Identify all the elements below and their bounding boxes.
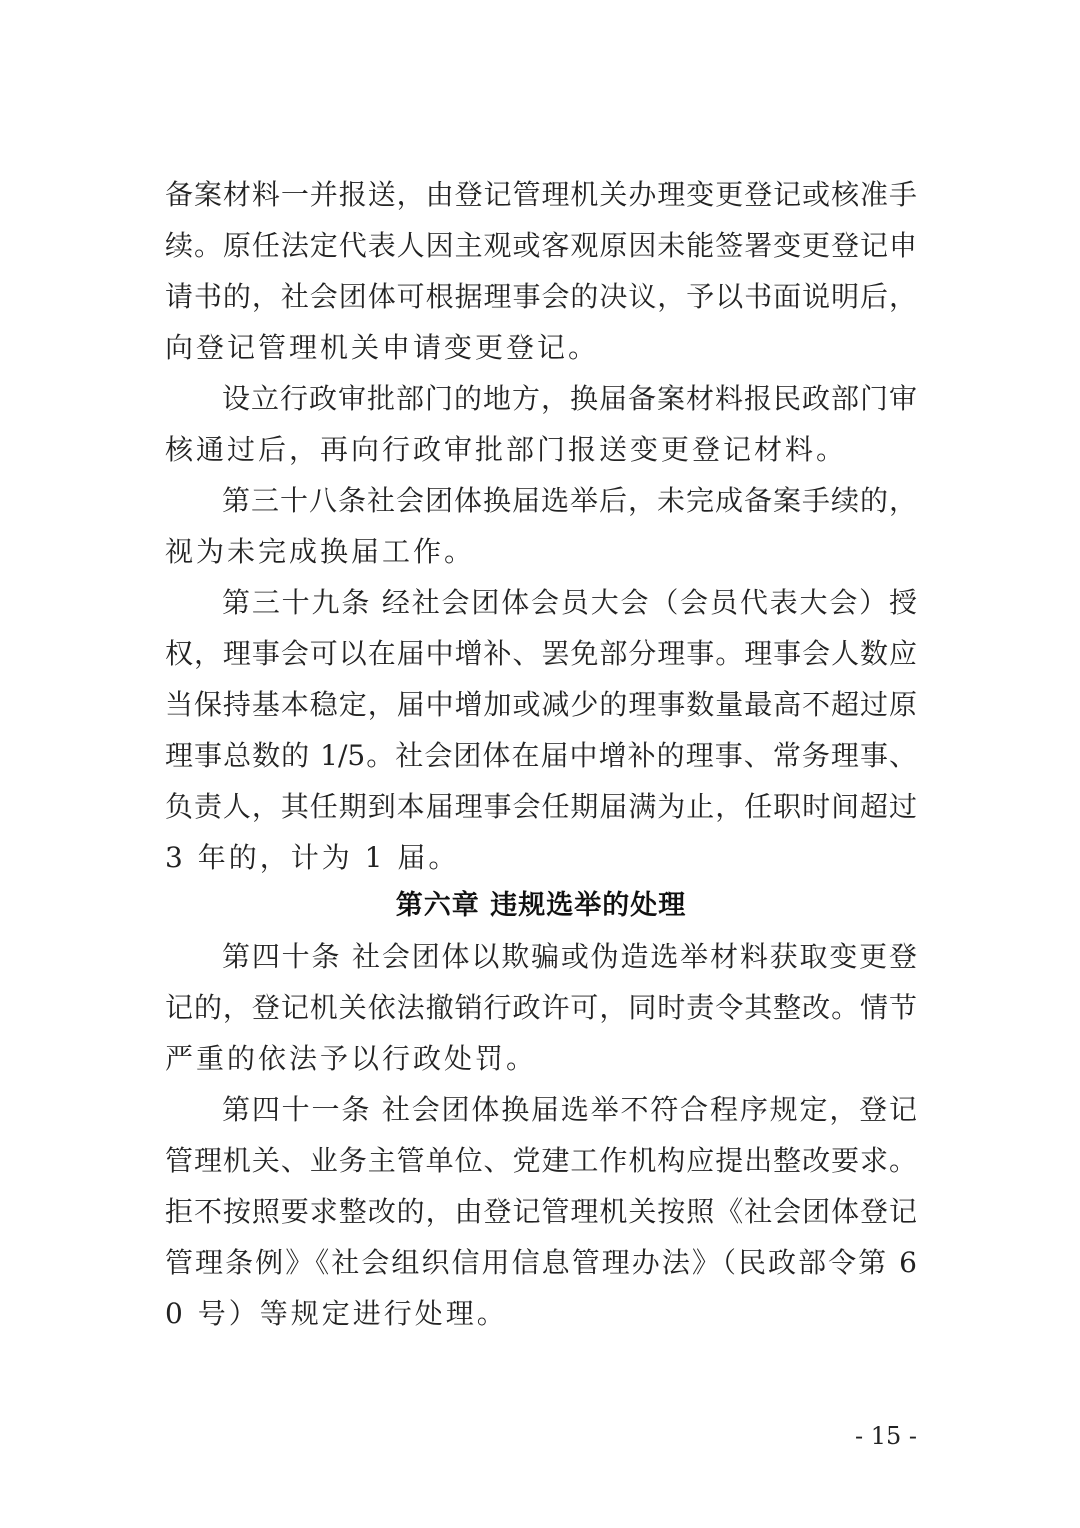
body-text-line: 向登记管理机关申请变更登记。 <box>165 331 600 364</box>
body-text-line: 当保持基本稳定，届中增加或减少的理事数量最高不超过原 <box>165 688 917 721</box>
body-text-line: 权，理事会可以在届中增补、罢免部分理事。理事会人数应 <box>165 637 917 670</box>
body-text-line: 续。原任法定代表人因主观或客观原因未能签署变更登记申 <box>165 229 917 262</box>
body-text-line: 管理条例》《社会组织信用信息管理办法》（民政部令第 6 <box>165 1246 917 1279</box>
chapter-heading: 第六章 违规选举的处理 <box>395 890 687 921</box>
body-text-line: 3 年的，计为 1 届。 <box>165 841 460 874</box>
body-text-line: 请书的，社会团体可根据理事会的决议，予以书面说明后， <box>165 280 917 313</box>
body-text-line: 0 号）等规定进行处理。 <box>165 1297 508 1330</box>
body-text-line: 记的，登记机关依法撤销行政许可，同时责令其整改。情节 <box>165 991 917 1024</box>
body-text-line: 设立行政审批部门的地方，换届备案材料报民政部门审 <box>222 382 917 415</box>
body-text-line: 拒不按照要求整改的，由登记管理机关按照《社会团体登记 <box>165 1195 917 1228</box>
body-text-line: 第四十条 社会团体以欺骗或伪造选举材料获取变更登 <box>222 940 917 973</box>
body-text-line: 第四十一条 社会团体换届选举不符合程序规定，登记 <box>222 1093 917 1126</box>
body-text-line: 第三十八条社会团体换届选举后，未完成备案手续的， <box>222 484 917 517</box>
body-text-line: 第三十九条 经社会团体会员大会（会员代表大会）授 <box>222 586 917 619</box>
body-text-line: 严重的依法予以行政处罚。 <box>165 1042 538 1075</box>
body-text-line: 管理机关、业务主管单位、党建工作机构应提出整改要求。 <box>165 1144 917 1177</box>
body-text-line: 核通过后，再向行政审批部门报送变更登记材料。 <box>165 433 848 466</box>
body-text-line: 备案材料一并报送，由登记管理机关办理变更登记或核准手 <box>165 178 917 211</box>
body-text-line: 负责人，其任期到本届理事会任期届满为止，任职时间超过 <box>165 790 917 823</box>
page-number: - 15 - <box>854 1422 917 1450</box>
body-text-line: 理事总数的 1/5。社会团体在届中增补的理事、常务理事、 <box>165 739 917 772</box>
body-text-line: 视为未完成换届工作。 <box>165 535 476 568</box>
